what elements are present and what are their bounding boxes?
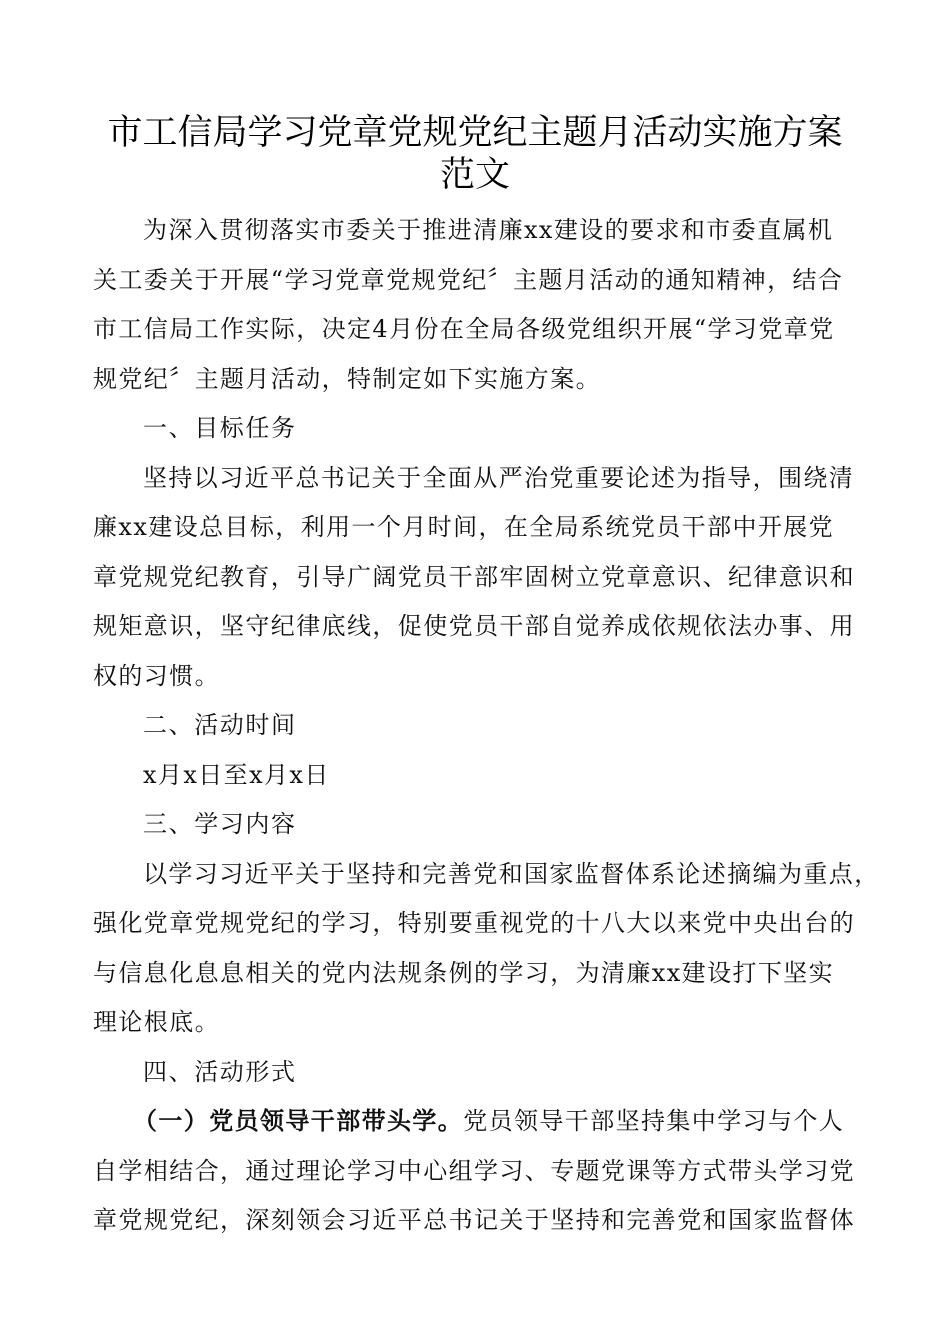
paragraph-line: 与信息化息息相关的党内法规条例的学习，为清廉xx建设打下坚实 (93, 959, 835, 987)
section-heading: 二、活动时间 (143, 711, 297, 739)
section-heading: 三、学习内容 (143, 810, 297, 838)
paragraph-line: 理论根底。 (93, 1008, 220, 1036)
intro-line: 规党纪〞主题月活动，特制定如下实施方案。 (93, 365, 601, 393)
item-text: 党员领导干部坚持集中学习与个人 (463, 1107, 845, 1135)
section-heading: 一、目标任务 (143, 414, 297, 442)
intro-line: 关工委关于开展“学习党章党规党纪〞主题月活动的通知精神，结合 (93, 266, 844, 294)
paragraph-line: 章党规党纪教育，引导广阔党员干部牢固树立党章意识、纪律意识和 (93, 563, 855, 591)
section-heading: 四、活动形式 (143, 1058, 297, 1086)
paragraph-line: 以学习习近平关于坚持和完善党和国家监督体系论述摘编为重点， (143, 860, 880, 888)
document-title-line-1: 市工信局学习党章党规党纪主题月活动实施方案 (107, 113, 843, 153)
paragraph-line: 自学相结合，通过理论学习中心组学习、专题党课等方式带头学习党 (93, 1157, 855, 1185)
paragraph-line: 强化党章党规党纪的学习，特别要重视党的十八大以来党中央出台的 (93, 909, 855, 937)
intro-line: 市工信局工作实际，决定4月份在全局各级党组织开展“学习党章党 (93, 315, 835, 343)
intro-line: 为深入贯彻落实市委关于推进清廉xx建设的要求和市委直属机 (143, 216, 834, 244)
paragraph-line: 坚持以习近平总书记关于全面从严治党重要论述为指导，围绕清 (143, 464, 855, 492)
paragraph-line: x月x日至x月x日 (143, 761, 330, 789)
paragraph-line (133, 1106, 923, 1136)
paragraph-line: 廉xx建设总目标，利用一个月时间，在全局系统党员干部中开展党 (93, 513, 835, 541)
paragraph-line: 权的习惯。 (93, 662, 220, 690)
paragraph-line: 章党规党纪，深刻领会习近平总书记关于坚持和完善党和国家监督体 (93, 1206, 855, 1234)
paragraph-line: 规矩意识，坚守纪律底线，促使党员干部自觉养成依规依法办事、用 (93, 612, 855, 640)
document-title-line-2: 范文 (439, 155, 510, 195)
item-lead: （一）党员领导干部带头学。 (133, 1107, 464, 1135)
